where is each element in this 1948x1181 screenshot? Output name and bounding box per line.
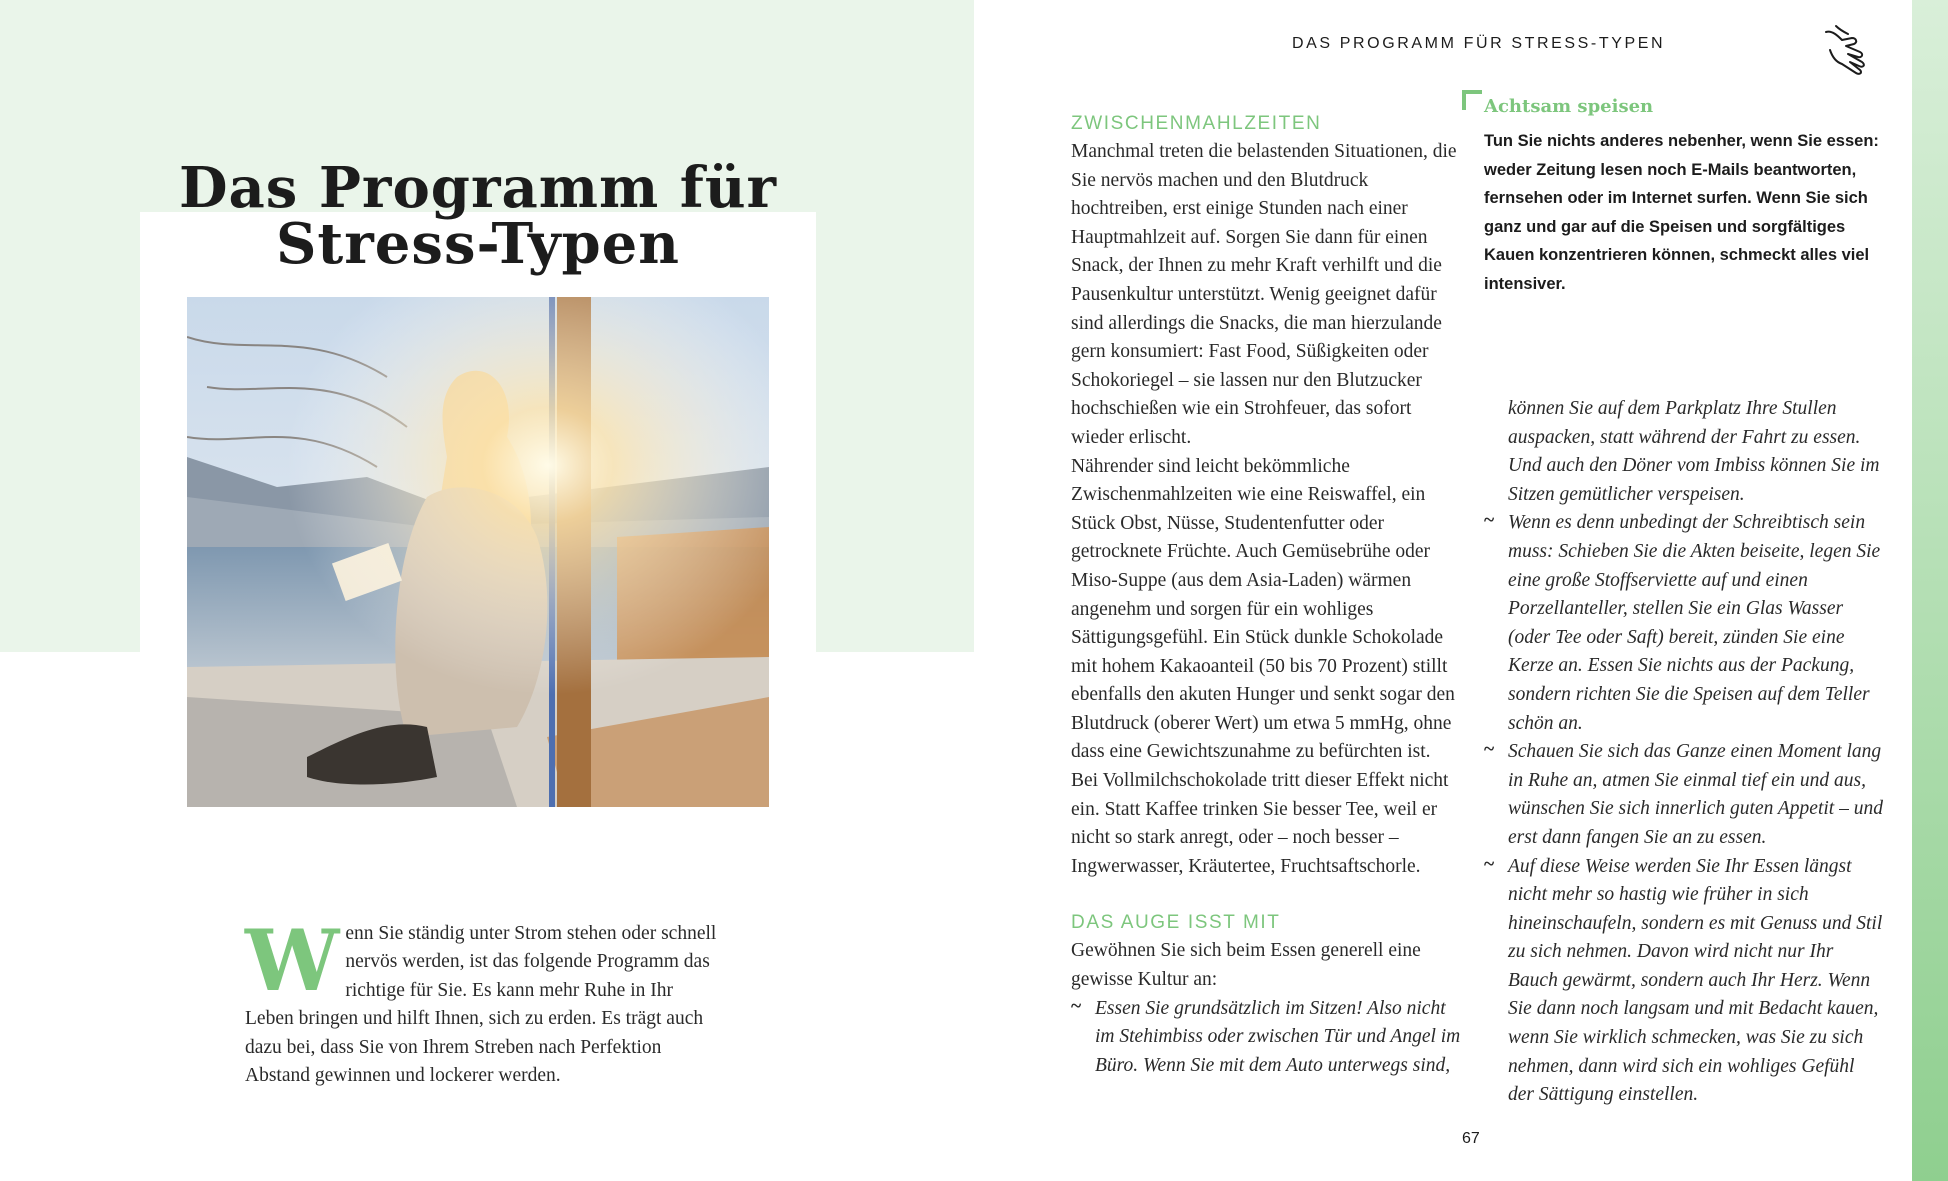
list-item: ~ Auf diese Weise werden Sie Ihr Essen längst nicht mehr so hastig wie früher in sich hineinschaufeln, sondern es mit Genuss und Stil zu sich nehmen. Davon wird nicht nur Ihr Bauch gewärmt, sondern auch Ihr Herz. Wenn Sie dann noch langsam und mit Bedacht kauen, wenn Sie wirklich schmecken, was Sie zu sich nehmen, dann wird sich ein wohliges Gefühl der Sättigung einstellen. xyxy=(1484,853,1884,1110)
hand-icon xyxy=(1822,22,1874,78)
drop-cap: W xyxy=(245,910,340,1010)
title-line-1: Das Programm für xyxy=(178,154,778,221)
paragraph: Gewöhnen Sie sich beim Essen generell eine gewisse Kultur an: xyxy=(1071,940,1421,991)
section-heading-zwischenmahlzeiten: ZWISCHENMAHLZEITEN xyxy=(1071,113,1322,134)
page-title xyxy=(140,154,816,277)
intro-text: enn Sie ständig unter Strom stehen oder schnell nervös werden, ist das folgende Programm das richtige für Sie. Es kann mehr Ruhe in Ihr Leben bringen und hilft Ihnen, sich zu erden. Es trägt auch dazu bei, dass Sie von Ihrem Streben nach Perfektion Abstand gewinnen und lockerer werden. xyxy=(245,922,717,1087)
intro-paragraph xyxy=(245,910,725,1092)
tip-box-title: Achtsam speisen xyxy=(1484,96,1654,117)
list-item: ~ Wenn es denn unbedingt der Schreibtisch sein muss: Schieben Sie die Akten beiseite, legen Sie eine große Stoffserviette auf und einen Porzellanteller, stellen Sie ein Glas Wasser (oder Tee oder Saft) bereit, zünden Sie eine Kerze an. Essen Sie nichts aus der Packung, sondern richten Sie die Speisen auf dem Teller schön an. xyxy=(1484,509,1884,738)
running-head: DAS PROGRAMM FÜR STRESS-TYPEN xyxy=(1292,35,1666,52)
page-edge-green-strip xyxy=(1912,0,1948,1181)
main-column xyxy=(1071,110,1461,1080)
tip-box xyxy=(1484,96,1884,299)
paragraph: Nährender sind leicht bekömmliche Zwischenmahlzeiten wie eine Reiswaffel, ein Stück Obst, Nüsse, Studentenfutter oder getrocknete Früchte. Auch Gemüsebrühe oder Miso-Suppe (aus dem Asia-Laden) wärmen angenehm und sorgen für ein wohliges Sättigungsgefühl. Ein Stück dunkle Schokolade mit hohem Kakaoanteil (50 bis 70 Prozent) stillt ebenfalls den akuten Hunger und senkt sogar den Blutdruck (oberer Wert) um etwa 5 mmHg, ohne dass eine Gewichtszunahme zu befürchten ist. Bei Vollmilchschokolade tritt dieser Effekt nicht ein. Statt Kaffee trinken Sie besser Tee, weil er nicht so stark anregt, oder – noch besser – Ingwerwasser, Kräutertee, Fruchtsaftschorle. xyxy=(1071,455,1455,877)
list-item: ~ Schauen Sie sich das Ganze einen Moment lang in Ruhe an, atmen Sie einmal tief ein und aus, wünschen Sie sich innerlich guten Appetit – und erst dann fangen Sie an zu essen. xyxy=(1484,738,1884,852)
page-number: 67 xyxy=(1462,1130,1480,1147)
bullet-list xyxy=(1071,995,1461,1081)
list-item-continued: können Sie auf dem Parkplatz Ihre Stullen auspacken, statt während der Fahrt zu essen. Und auch den Döner vom Imbiss können Sie im Sitzen gemütlicher verspeisen. xyxy=(1508,398,1880,505)
title-line-2: Stress-Typen xyxy=(275,210,681,277)
tip-box-text: Tun Sie nichts anderes nebenher, wenn Sie essen: weder Zeitung lesen noch E-Mails beantworten, fernsehen oder im Internet surfen. Wenn Sie sich ganz und gar auf die Speisen und sorgfältiges Kauen konzentrieren können, schmeckt alles viel intensiver. xyxy=(1484,132,1879,293)
photo-woman-reading-by-lake xyxy=(187,297,769,807)
box-corner-mark xyxy=(1462,90,1482,110)
bullet-list xyxy=(1484,509,1884,1109)
paragraph: Manchmal treten die belastenden Situationen, die Sie nervös machen und den Blutdruck hochtreiben, erst einige Stunden nach einer Hauptmahlzeit auf. Sorgen Sie dann für einen Snack, der Ihnen zu mehr Kraft verhilft und die Pausenkultur unterstützt. Wenig geeignet dafür sind allerdings die Snacks, die man hierzulande gern konsumiert: Fast Food, Süßigkeiten oder Schokoriegel – sie lassen nur den Blutzucker hochschießen wie ein Strohfeuer, das sofort wieder erlischt. xyxy=(1071,141,1457,448)
section-heading-das-auge-isst-mit: DAS AUGE ISST MIT xyxy=(1071,912,1281,934)
second-column xyxy=(1484,395,1884,1110)
list-item: ~ Essen Sie grundsätzlich im Sitzen! Also nicht im Stehimbiss oder zwischen Tür und Angel im Büro. Wenn Sie mit dem Auto unterwegs sind, xyxy=(1071,995,1461,1081)
